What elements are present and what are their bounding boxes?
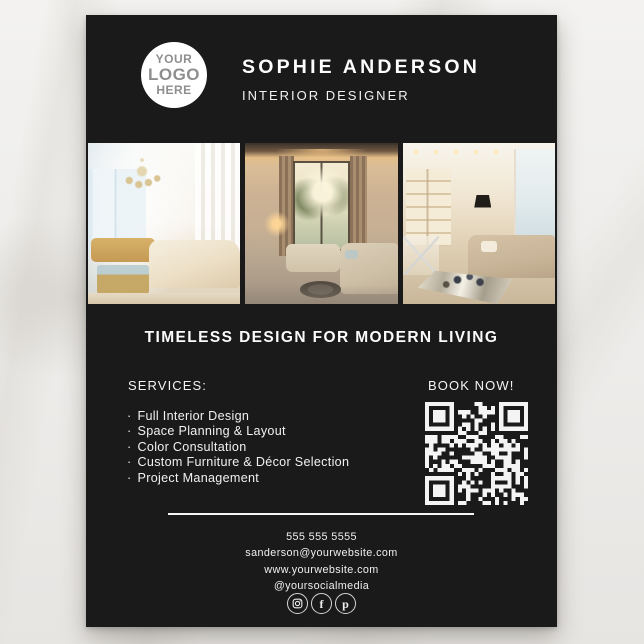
chandelier-shape: [122, 156, 162, 190]
flyer-header: [242, 55, 480, 104]
designer-name: SOPHIE ANDERSON: [242, 56, 480, 78]
window-shape: [514, 149, 555, 242]
service-label: Color Consultation: [137, 439, 247, 454]
shelving-shape: [406, 169, 452, 246]
facebook-icon: [311, 593, 332, 614]
email-address: sanderson@yourwebsite.com: [245, 547, 398, 560]
contact-block: [86, 529, 557, 595]
service-item: [127, 440, 349, 455]
interior-designer-flyer: [86, 15, 557, 627]
bullet: ·: [127, 409, 132, 423]
logo-placeholder: [141, 42, 207, 108]
service-label: Project Management: [137, 470, 260, 485]
service-label: Custom Furniture & Décor Selection: [137, 455, 350, 470]
gold-sofa-shape: [91, 238, 155, 262]
social-icons-row: [86, 593, 557, 614]
pillow-shape: [481, 241, 497, 252]
cream-sofa-shape: [149, 240, 240, 288]
floor-shape: [88, 293, 240, 304]
bullet: ·: [127, 455, 132, 470]
logo-text-line1: YOUR: [155, 52, 193, 66]
service-label: Space Planning & Layout: [137, 424, 286, 439]
coffee-table-shape: [97, 265, 149, 294]
garden-window-shape: [293, 161, 351, 251]
qr-code: [425, 402, 528, 505]
service-item: [127, 455, 349, 470]
photo-strip: [88, 143, 555, 304]
bullet: ·: [127, 439, 132, 454]
designer-title: INTERIOR DESIGNER: [242, 88, 410, 103]
phone-number: 555 555 5555: [286, 531, 357, 543]
pinterest-glyph: p: [342, 596, 349, 611]
logo-text-line3: HERE: [156, 83, 192, 97]
book-now-heading: BOOK NOW!: [428, 378, 515, 393]
bullet: ·: [127, 470, 132, 485]
curtain-right-shape: [350, 156, 367, 256]
floor-lamp-glow: [264, 211, 290, 237]
black-lamp-shape: [474, 195, 491, 208]
services-heading: SERVICES:: [128, 378, 208, 393]
chrome-chairs-shape: [403, 236, 440, 275]
website-url: www.yourwebsite.com: [264, 563, 379, 576]
pinterest-icon: [335, 593, 356, 614]
photo-living-room-3: [403, 143, 555, 304]
pillow-shape: [345, 250, 358, 259]
bullet: ·: [127, 424, 132, 439]
photo-living-room-1: [88, 143, 240, 304]
service-label: Full Interior Design: [137, 409, 250, 423]
divider-line: [168, 513, 474, 515]
service-item: [127, 424, 349, 439]
photo-living-room-2: [245, 143, 397, 304]
floor-shape: [245, 285, 397, 304]
facebook-glyph: f: [319, 596, 324, 611]
logo-text-line2: LOGO: [147, 65, 201, 84]
social-handle: @yoursocialmedia: [273, 580, 370, 593]
service-item: [127, 409, 349, 424]
center-sofa-shape: [286, 244, 339, 271]
service-item: [127, 471, 349, 486]
tagline: TIMELESS DESIGN FOR MODERN LIVING: [144, 329, 499, 346]
services-list: [127, 409, 349, 486]
instagram-icon: [287, 593, 308, 614]
